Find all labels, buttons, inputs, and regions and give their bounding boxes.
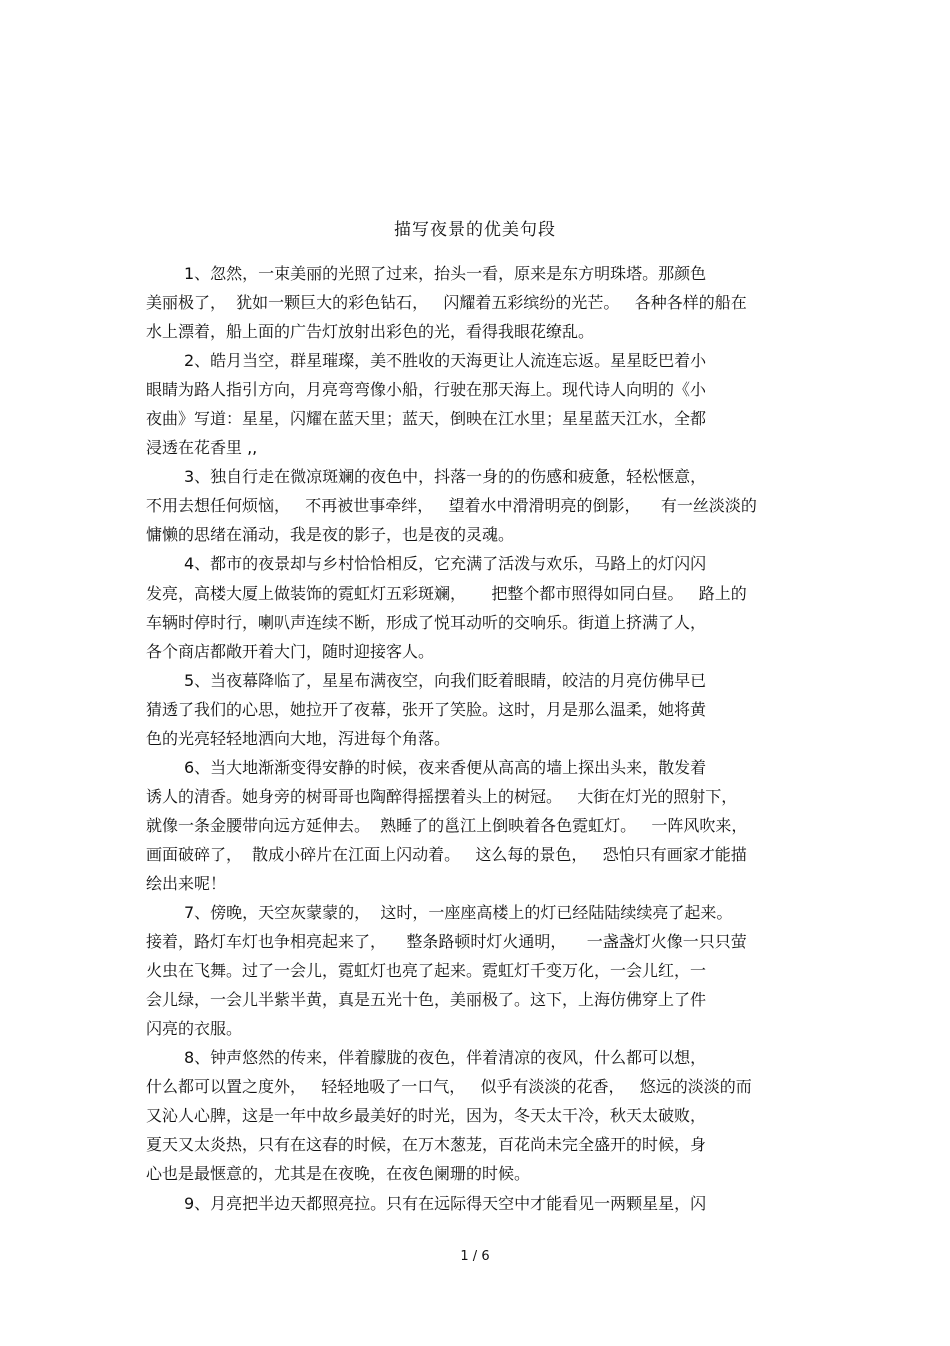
paragraph-start-line: 9、月亮把半边天都照亮拉。只有在远际得天空中才能看见一两颗星星，闪	[184, 1193, 707, 1213]
paragraph-line: 心也是最惬意的，尤其是在夜晚，在夜色阑珊的时候。	[146, 1164, 531, 1184]
paragraph-line: 夜曲》写道：星星，闪耀在蓝天里；蓝天，倒映在江水里；星星蓝天江水，全都	[146, 409, 707, 429]
paragraph-line: 不用去想任何烦恼， 不再被世事牵绊， 望着水中滑滑明亮的倒影， 有一丝淡淡的	[146, 496, 757, 516]
paragraph-start-line: 1、忽然，一束美丽的光照了过来，抬头一看，原来是东方明珠塔。那颜色	[184, 264, 707, 283]
paragraph-start-line: 5、当夜幕降临了，星星布满夜空，向我们眨着眼睛，皎洁的月亮仿佛早已	[184, 670, 707, 690]
document-title: 描写夜景的优美句段	[394, 220, 556, 240]
paragraph-line: 水上漂着，船上面的广告灯放射出彩色的光，看得我眼花缭乱。	[146, 322, 595, 342]
paragraph-line: 就像一条金腰带向远方延伸去。 熟睡了的邕江上倒映着各色霓虹灯。 一阵风吹来，	[146, 815, 748, 835]
paragraph-line: 眼睛为路人指引方向，月亮弯弯像小船，行驶在那天海上。现代诗人向明的《小	[146, 380, 707, 400]
paragraph-line: 绘出来呢！	[146, 873, 227, 893]
paragraph-line: 慵懒的思绪在涌动，我是夜的影子，也是夜的灵魂。	[146, 525, 515, 545]
paragraph-line: 色的光亮轻轻地洒向大地，泻进每个角落。	[146, 728, 451, 748]
page-number: 1 / 6	[460, 1249, 490, 1264]
document-body	[146, 259, 816, 1218]
paragraph-start-line: 2、皓月当空，群星璀璨，美不胜收的天海更让人流连忘返。星星眨巴着小	[184, 351, 707, 371]
paragraph-line: 猜透了我们的心思，她拉开了夜幕，张开了笑脸。这时，月是那么温柔，她将黄	[146, 699, 707, 719]
paragraph-line: 美丽极了， 犹如一颗巨大的彩色钻石， 闪耀着五彩缤纷的光芒。 各种各样的船在	[146, 293, 747, 313]
paragraph-line: 什么都可以置之度外， 轻轻地吸了一口气， 似乎有淡淡的花香， 悠远的淡淡的而	[146, 1077, 752, 1097]
paragraph-line: 各个商店都敞开着大门，随时迎接客人。	[146, 641, 435, 661]
paragraph-line: 画面破碎了， 散成小碎片在江面上闪动着。 这么每的景色， 恐怕只有画家才能描	[146, 844, 747, 864]
paragraph-start-line: 4、都市的夜景却与乡村恰恰相反，它充满了活泼与欢乐，马路上的灯闪闪	[184, 554, 707, 574]
paragraph-line: 闪亮的衣服。	[146, 1019, 243, 1039]
paragraph-line: 夏天又太炎热，只有在这春的时候，在万木葱茏，百花尚未完全盛开的时候，身	[146, 1135, 707, 1155]
paragraph-line: 火虫在飞舞。过了一会儿，霓虹灯也亮了起来。霓虹灯千变万化，一会儿红，一	[146, 961, 707, 981]
paragraph-line: 发亮，高楼大厦上做装饰的霓虹灯五彩斑斓， 把整个都市照得如同白昼。 路上的	[146, 583, 747, 603]
paragraph-line: 接着，路灯车灯也争相亮起来了， 整条路顿时灯火通明， 一盏盏灯火像一只只萤	[146, 932, 747, 952]
paragraph-start-line: 6、当大地渐渐变得安静的时候，夜来香便从高高的墙上探出头来，散发着	[184, 757, 707, 777]
paragraph-start-line: 8、钟声悠然的传来，伴着朦胧的夜色，伴着清凉的夜风，什么都可以想，	[184, 1048, 707, 1068]
paragraph-start-line: 7、傍晚，天空灰蒙蒙的， 这时，一座座高楼上的灯已经陆陆续续亮了起来。	[184, 903, 733, 923]
paragraph-line: 车辆时停时行，喇叭声连续不断，形成了悦耳动听的交响乐。街道上挤满了人，	[146, 612, 707, 632]
paragraph-line: 会儿绿，一会儿半紫半黄，真是五光十色，美丽极了。这下，上海仿佛穿上了件	[146, 990, 707, 1010]
paragraph-line: 诱人的清香。她身旁的树哥哥也陶醉得摇摆着头上的树冠。 大街在灯光的照射下，	[146, 786, 738, 806]
paragraph-line: 又沁人心脾，这是一年中故乡最美好的时光，因为，冬天太干冷，秋天太破败，	[146, 1106, 707, 1126]
paragraph-start-line: 3、独自行走在微凉斑斓的夜色中，抖落一身的的伤感和疲惫，轻松惬意，	[184, 467, 707, 487]
paragraph-line: 浸透在花香里 ,,	[146, 438, 258, 458]
